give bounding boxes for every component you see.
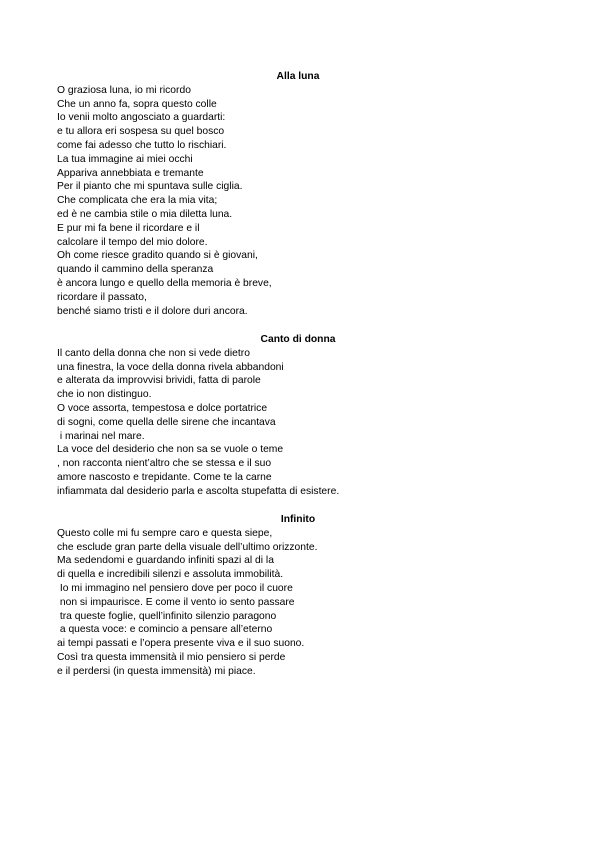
poem-line: Che un anno fa, sopra questo colle bbox=[57, 98, 217, 110]
poem-line: ed è ne cambia stile o mia diletta luna. bbox=[57, 208, 233, 220]
poem-line: Io venii molto angosciato a guardarti: bbox=[57, 112, 226, 124]
poem-line: una finestra, la voce della donna rivela abbandoni bbox=[57, 361, 284, 373]
poem-line: , non racconta nient’altro che se stessa e il suo bbox=[57, 458, 272, 470]
poem-title: Canto di donna bbox=[260, 334, 336, 345]
poem-line: La voce del desiderio che non sa se vuole o teme bbox=[57, 444, 284, 456]
poem-line: e tu allora eri sospesa su quel bosco bbox=[57, 126, 225, 138]
poem-line: Appariva annebbiata e tremante bbox=[57, 167, 204, 179]
poem-line: e alterata da improvvisi brividi, fatta di parole bbox=[57, 375, 261, 387]
poem-line: tra queste foglie, quell’infinito silenzio paragono bbox=[57, 610, 277, 622]
poem-infinito bbox=[57, 513, 539, 679]
poem-line: i marinai nel mare. bbox=[57, 430, 145, 442]
poem-line: Oh come riesce gradito quando si è giovani, bbox=[57, 250, 258, 262]
poem-line: calcolare il tempo del mio dolore. bbox=[57, 236, 208, 248]
poem-line: ai tempi passati e l’opera presente viva e il suo suono. bbox=[57, 638, 305, 650]
poem-line: E pur mi fa bene il ricordare e il bbox=[57, 222, 200, 234]
poem-line: Così tra questa immensità il mio pensiero si perde bbox=[57, 651, 286, 663]
poem-line: Ma sedendomi e guardando infiniti spazi al di la bbox=[57, 555, 274, 567]
poem-line: quando il cammino della speranza bbox=[57, 264, 214, 276]
poem-line: di quella e incredibili silenzi e assoluta immobilità. bbox=[57, 569, 284, 581]
poem-alla-luna bbox=[57, 70, 539, 318]
poem-line: Questo colle mi fu sempre caro e questa siepe, bbox=[57, 527, 273, 539]
poem-line: Io mi immagino nel pensiero dove per poco il cuore bbox=[57, 582, 293, 594]
poem-line: infiammata dal desiderio parla e ascolta stupefatta di esistere. bbox=[57, 485, 340, 497]
poem-line: a questa voce: e comincio a pensare all’eterno bbox=[57, 624, 273, 636]
poem-line: non si impaurisce. E come il vento io sento passare bbox=[57, 596, 295, 608]
poem-line: O voce assorta, tempestosa e dolce portatrice bbox=[57, 402, 268, 414]
poem-line: O graziosa luna, io mi ricordo bbox=[57, 84, 191, 96]
poem-line: La tua immagine ai miei occhi bbox=[57, 153, 193, 165]
poem-line: Che complicata che era la mia vita; bbox=[57, 195, 218, 207]
poem-title: Alla luna bbox=[276, 71, 320, 82]
poem-canto-di-donna bbox=[57, 333, 539, 499]
poem-line: amore nascosto e trepidante. Come te la carne bbox=[57, 471, 272, 483]
poem-line: è ancora lungo e quello della memoria è breve, bbox=[57, 277, 272, 289]
poem-title: Infinito bbox=[280, 514, 316, 525]
poem-line: Il canto della donna che non si vede dietro bbox=[57, 347, 250, 359]
poem-line: come fai adesso che tutto lo rischiari. bbox=[57, 139, 227, 151]
poem-line: Per il pianto che mi spuntava sulle ciglia. bbox=[57, 181, 243, 193]
poem-line: benché siamo tristi e il dolore duri ancora. bbox=[57, 305, 248, 317]
poem-line: ricordare il passato, bbox=[57, 291, 147, 303]
poem-line: che io non distinguo. bbox=[57, 389, 152, 401]
poem-line: che esclude gran parte della visuale dell’ultimo orizzonte. bbox=[57, 541, 318, 553]
poem-line: di sogni, come quella delle sirene che incantava bbox=[57, 416, 276, 428]
poem-line: e il perdersi (in questa immensità) mi piace. bbox=[57, 665, 256, 677]
